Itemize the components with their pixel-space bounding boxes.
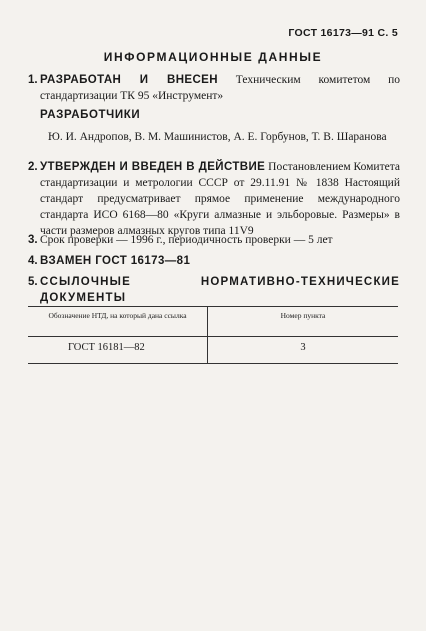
developers-heading: РАЗРАБОТЧИКИ bbox=[40, 109, 141, 121]
section-body bbox=[28, 274, 400, 306]
section-body bbox=[28, 253, 400, 269]
document-title: ИНФОРМАЦИОННЫЕ ДАННЫЕ bbox=[103, 50, 323, 64]
section-number: 3. bbox=[28, 234, 38, 246]
section-text: Постановлением Комитета стандартизации и метрологии СССР от 29.11.91 № 1838 Настоящий стандарт предусматривает прямое применение международного стандарта ИСО 6168—80 «Круги алмазные и эльборовые. Размеры» в части размеров алмазных кругов типа 11V9 bbox=[40, 161, 400, 237]
column-header-document: Обозначение НТД, на который дана ссылка bbox=[28, 307, 208, 336]
section-body: Срок проверки — 1996 г., периодичность проверки — 5 лет bbox=[40, 234, 333, 246]
section-body bbox=[28, 159, 400, 239]
section-heading: ВЗАМЕН ГОСТ 16173—81 bbox=[40, 255, 191, 267]
section-number: 1. bbox=[28, 74, 38, 86]
section-heading: ССЫЛОЧНЫЕ НОРМАТИВНО-ТЕХНИЧЕСКИЕ ДОКУМЕНТЫ bbox=[40, 276, 400, 304]
section-3 bbox=[28, 232, 400, 248]
section-2 bbox=[28, 159, 400, 239]
section-4 bbox=[28, 253, 400, 269]
section-number: 4. bbox=[28, 255, 38, 267]
table-cell-item-number: 3 bbox=[300, 342, 306, 353]
column-header-item-number: Номер пункта bbox=[280, 311, 326, 320]
section-text: Техническим комитетом по стандартизации ТК 95 «Инструмент» bbox=[40, 74, 401, 102]
table-row bbox=[28, 337, 398, 363]
section-body bbox=[28, 72, 400, 104]
table-cell-document: ГОСТ 16181—82 bbox=[28, 337, 208, 363]
section-5 bbox=[28, 274, 400, 306]
reference-table bbox=[28, 306, 398, 364]
section-heading: РАЗРАБОТАН И ВНЕСЕН bbox=[40, 74, 218, 86]
section-number: 2. bbox=[28, 161, 38, 173]
table-header-row bbox=[28, 307, 398, 337]
section-heading: УТВЕРЖДЕН И ВВЕДЕН В ДЕЙСТВИЕ bbox=[40, 161, 266, 173]
page-header-ref: ГОСТ 16173—91 С. 5 bbox=[288, 27, 398, 39]
developers-list: Ю. И. Андропов, В. М. Машинистов, А. Е. Горбунов, Т. В. Шаранова bbox=[48, 131, 387, 143]
section-number: 5. bbox=[28, 276, 38, 288]
section-1 bbox=[28, 72, 400, 104]
